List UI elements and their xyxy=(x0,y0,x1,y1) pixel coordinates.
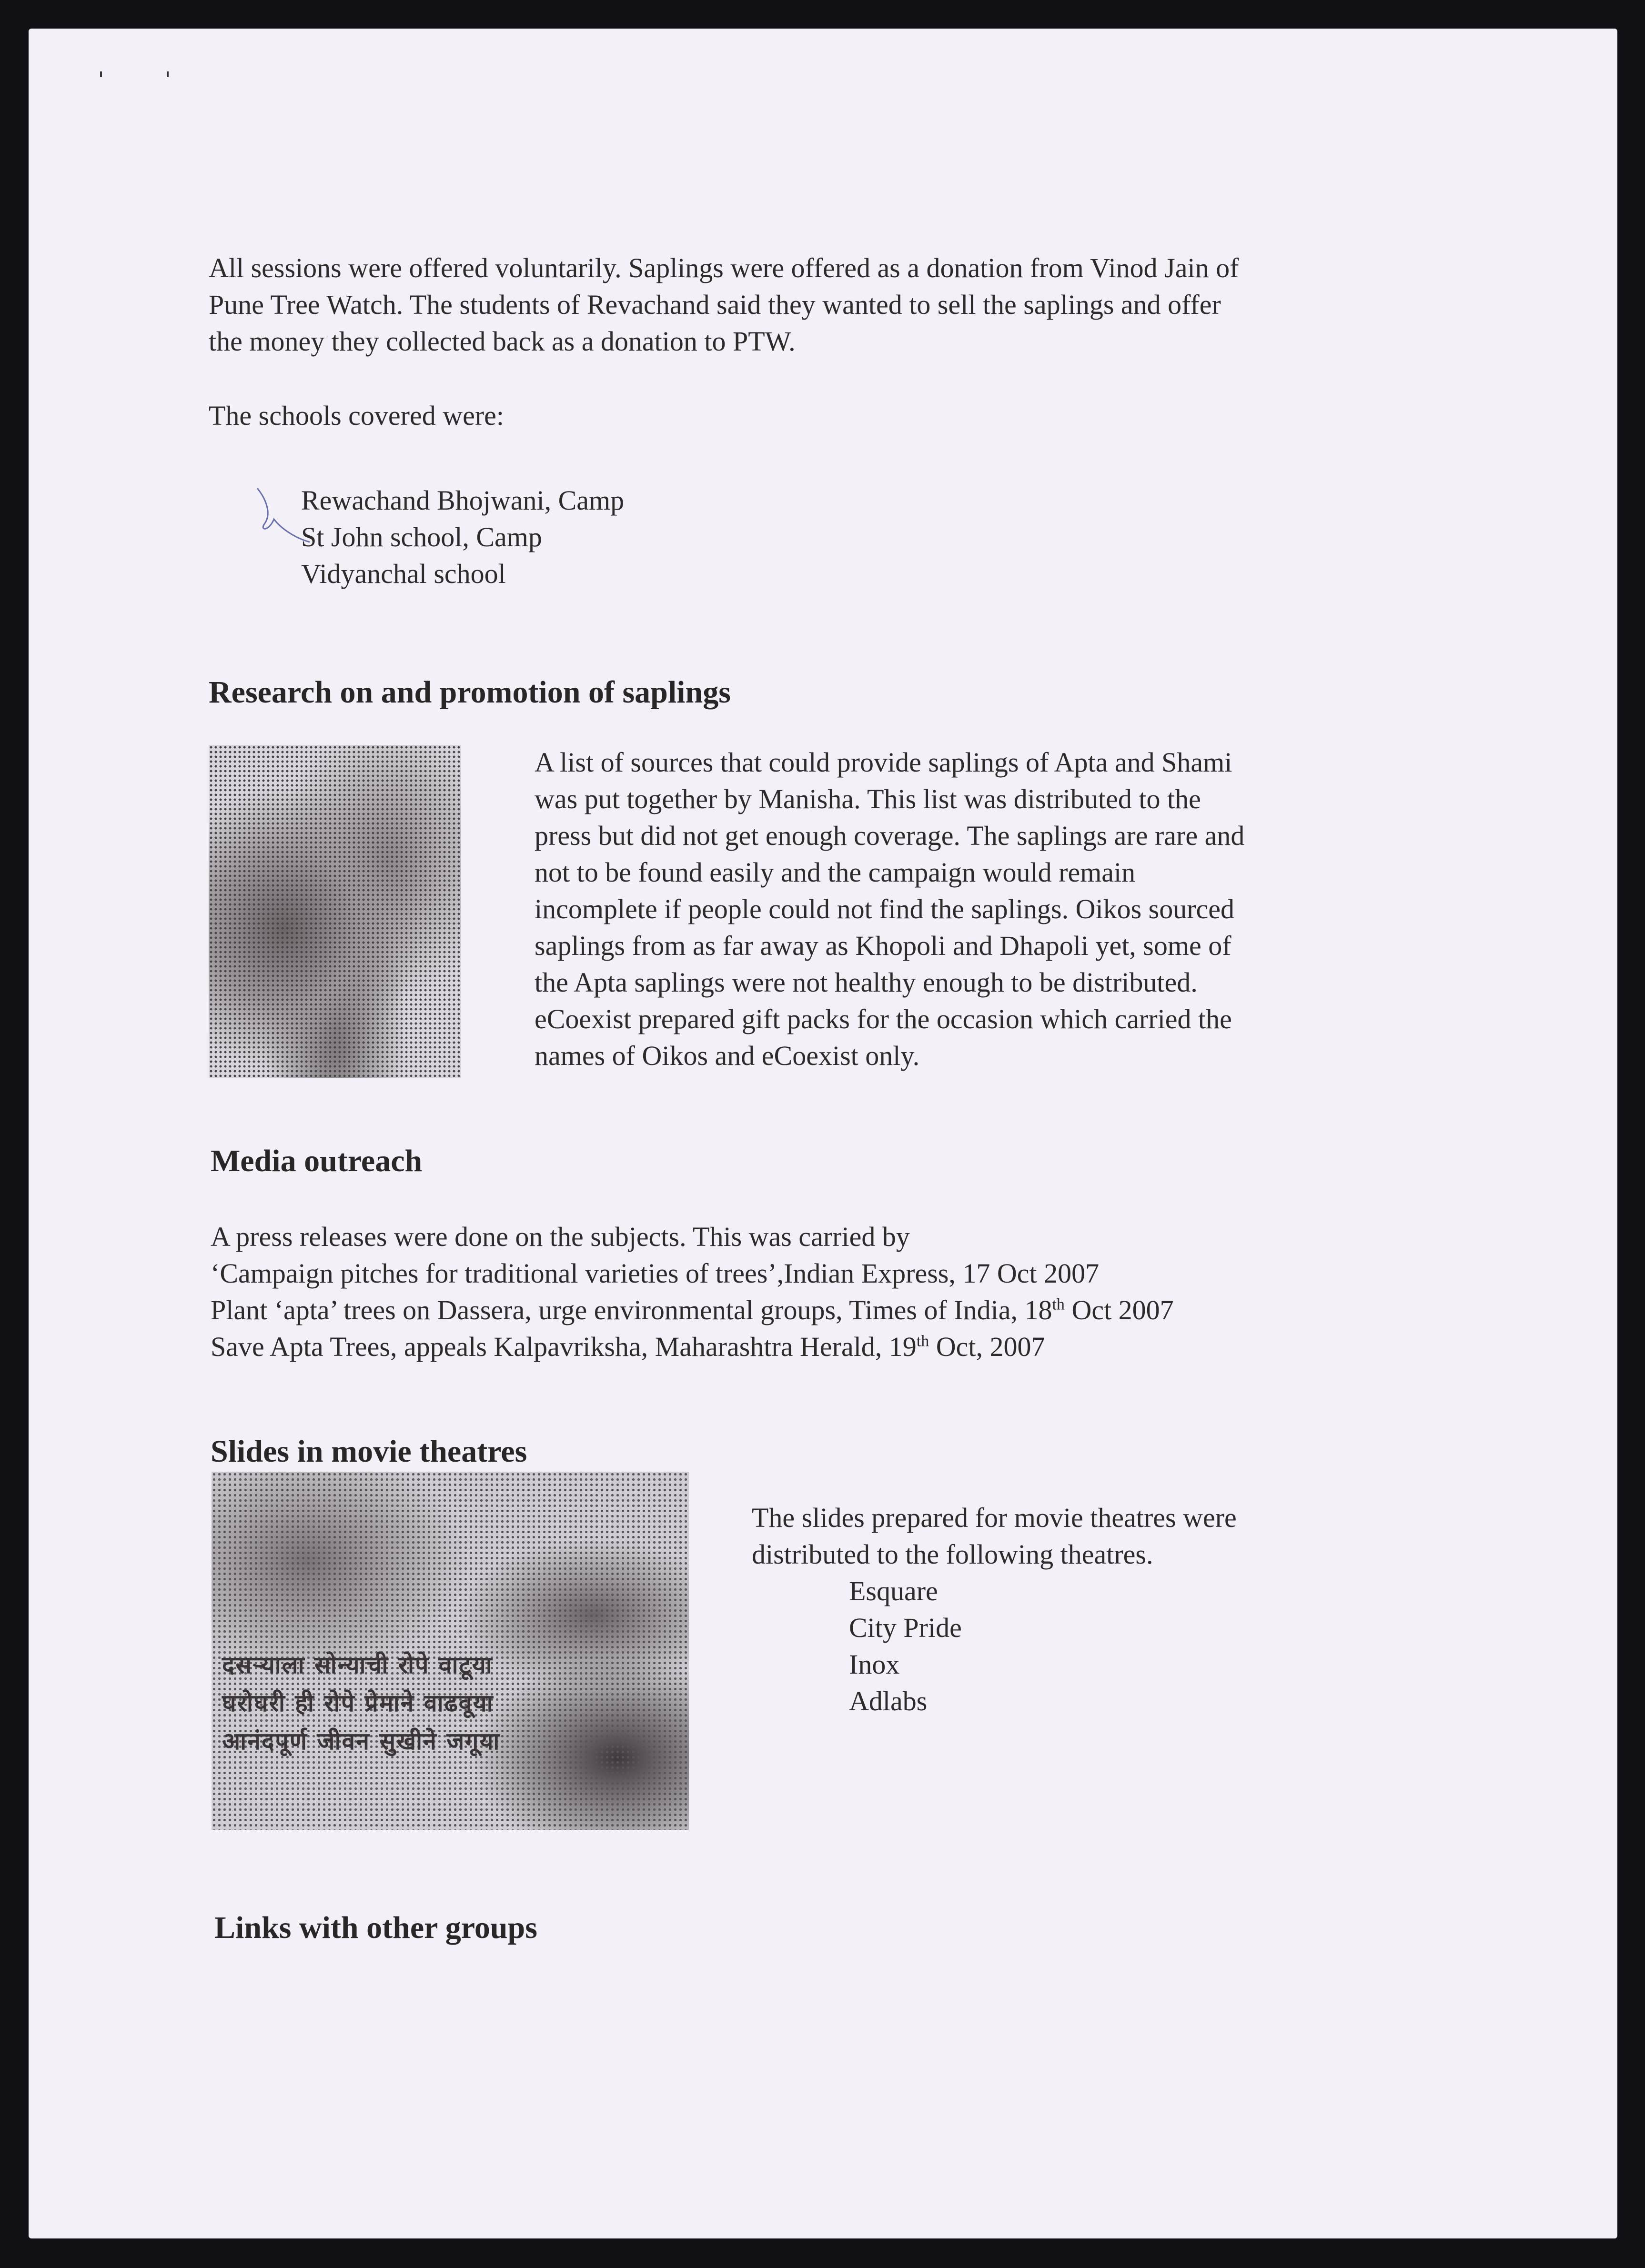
heading-research: Research on and promotion of saplings xyxy=(209,675,731,710)
intro-paragraph xyxy=(209,250,1239,360)
sapling-photo xyxy=(209,745,461,1078)
research-line: saplings from as far away as Khopoli and Dhapoli yet, some of xyxy=(535,930,1231,961)
media-paragraph xyxy=(211,1218,1174,1365)
movie-slide-image xyxy=(212,1472,689,1830)
staple-hole-right xyxy=(167,71,169,77)
intro-line: All sessions were offered voluntarily. Saplings were offered as a donation from Vinod Jain of xyxy=(209,252,1239,283)
schools-intro: The schools covered were: xyxy=(209,400,505,431)
research-line: names of Oikos and eCoexist only. xyxy=(535,1040,920,1071)
research-line: A list of sources that could provide saplings of Apta and Shami xyxy=(535,747,1232,778)
slides-line: distributed to the following theatres. xyxy=(752,1539,1153,1570)
research-line: was put together by Manisha. This list was distributed to the xyxy=(535,783,1201,814)
research-line: incomplete if people could not find the saplings. Oikos sourced xyxy=(535,893,1235,924)
research-line: the Apta saplings were not healthy enough to be distributed. xyxy=(535,967,1198,998)
document-page xyxy=(29,29,1617,2238)
theatre-item: Inox xyxy=(849,1649,900,1680)
slide-text-line: घरोघरी ही रोपे प्रेमाने वाढवूया xyxy=(222,1689,494,1717)
heading-media: Media outreach xyxy=(211,1144,423,1178)
theatre-item: Adlabs xyxy=(849,1686,928,1716)
research-line: press but did not get enough coverage. The saplings are rare and xyxy=(535,820,1245,851)
slides-paragraph xyxy=(752,1499,1237,1719)
slides-line: The slides prepared for movie theatres were xyxy=(752,1502,1237,1533)
intro-line: Pune Tree Watch. The students of Revachand said they wanted to sell the saplings and offer xyxy=(209,289,1221,320)
heading-slides: Slides in movie theatres xyxy=(211,1434,527,1469)
research-paragraph xyxy=(535,744,1244,1074)
media-intro: A press releases were done on the subjects. This was carried by xyxy=(211,1221,910,1252)
staple-hole-left xyxy=(100,71,102,77)
intro-line: the money they collected back as a donation to PTW. xyxy=(209,326,796,357)
school-item: Vidyanchal school xyxy=(301,558,506,589)
article-item: Plant ‘apta’ trees on Dassera, urge environmental groups, Times of India, 18th Oct 2007 xyxy=(211,1295,1174,1325)
heading-links: Links with other groups xyxy=(214,1910,537,1945)
theatre-item: Esquare xyxy=(849,1576,938,1606)
schools-list xyxy=(301,482,624,592)
article-item: ‘Campaign pitches for traditional varieties of trees’,Indian Express, 17 Oct 2007 xyxy=(211,1258,1100,1289)
school-item: Rewachand Bhojwani, Camp xyxy=(301,485,625,516)
slide-text-line: दसऱ्याला सोन्याची रोपे वाटूया xyxy=(222,1651,493,1679)
theatre-item: City Pride xyxy=(849,1612,962,1643)
school-item: St John school, Camp xyxy=(301,522,542,552)
slide-text-line: आनंदपूर्ण जीवन सुखीने जगूया xyxy=(222,1727,501,1755)
research-line: not to be found easily and the campaign would remain xyxy=(535,857,1136,888)
research-line: eCoexist prepared gift packs for the occasion which carried the xyxy=(535,1004,1232,1034)
article-item: Save Apta Trees, appeals Kalpavriksha, Maharashtra Herald, 19th Oct, 2007 xyxy=(211,1331,1045,1362)
